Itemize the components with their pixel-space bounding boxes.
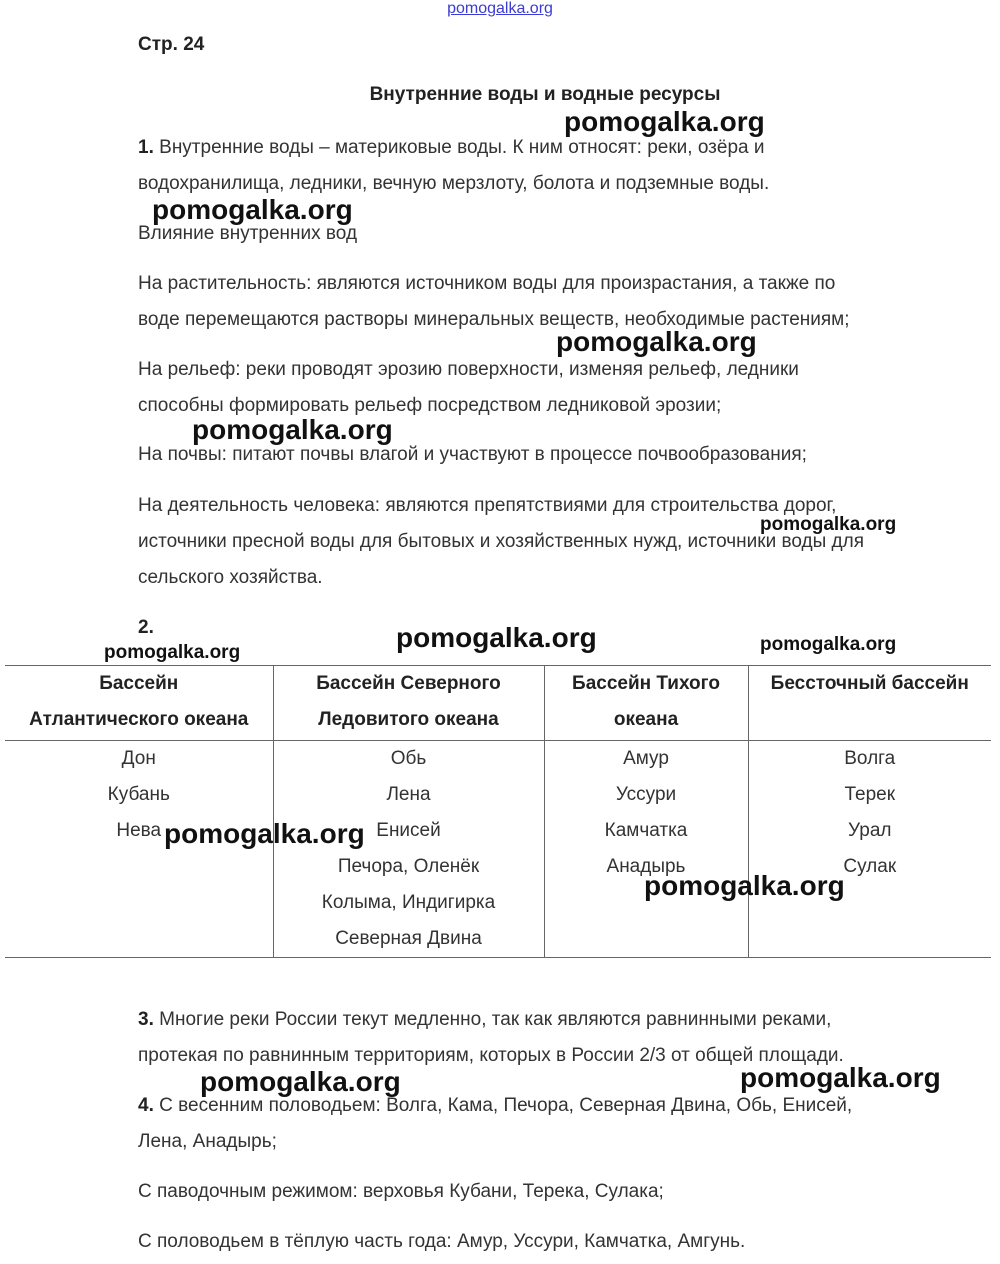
river-item: Колыма, Индигирка — [321, 892, 496, 913]
river-item: Сулак — [843, 856, 897, 877]
q1-line-2: водохранилища, ледники, вечную мерзлоту, болота и подземные воды. — [138, 173, 770, 194]
watermark: pomogalka.org — [556, 326, 757, 357]
page-number: Стр. 24 — [138, 34, 205, 55]
watermark: pomogalka.org — [740, 1062, 941, 1093]
river-item: Камчатка — [604, 820, 688, 841]
river-item: Терек — [844, 784, 896, 805]
q3-line-2: протекая по равнинным территориям, которых в России 2/3 от общей площади. — [138, 1045, 844, 1066]
rivers-pacific — [544, 741, 748, 958]
q2-number: 2. — [138, 617, 154, 638]
soils-line: На почвы: питают почвы влагой и участвуют в процессе почвообразования; — [138, 444, 807, 465]
watermark: pomogalka.org — [200, 1066, 401, 1097]
q3-line-1: 3. Многие реки России текут медленно, так как являются равнинными реками, — [138, 1009, 832, 1030]
river-basins-table — [5, 665, 991, 958]
river-item: Северная Двина — [335, 928, 482, 949]
watermark: pomogalka.org — [152, 194, 353, 225]
q1-number: 1. — [138, 137, 154, 158]
influence-heading: Влияние внутренних вод — [138, 223, 358, 244]
river-item: Волга — [844, 748, 896, 769]
header-atlantic: Бассейн Атлантического океана — [29, 673, 249, 730]
table-header-row — [5, 666, 991, 741]
relief-line-1: На рельеф: реки проводят эрозию поверхности, изменяя рельеф, ледники — [138, 359, 799, 380]
river-item: Печора, Оленёк — [337, 856, 480, 877]
river-item: Дон — [121, 748, 156, 769]
table-row — [5, 741, 991, 958]
watermark: pomogalka.org — [760, 514, 897, 535]
header-pacific: Бассейн Тихого океана — [544, 666, 748, 741]
river-item: Кубань — [107, 784, 170, 805]
q4-number: 4. — [138, 1095, 154, 1116]
q4-line-1: 4. С весенним половодьем: Волга, Кама, Печора, Северная Двина, Обь, Енисей, — [138, 1095, 853, 1116]
river-item: Уссури — [615, 784, 677, 805]
watermark: pomogalka.org — [760, 634, 897, 655]
q1-line-1: 1. Внутренние воды – материковые воды. К ним относят: реки, озёра и — [138, 137, 765, 158]
warm-season-line: С половодьем в тёплую часть года: Амур, Уссури, Камчатка, Амгунь. — [138, 1231, 746, 1252]
river-item: Лена — [386, 784, 431, 805]
watermark: pomogalka.org — [644, 870, 845, 901]
watermark: pomogalka.org — [192, 414, 393, 445]
river-item: Обь — [390, 748, 427, 769]
page-title: Внутренние воды и водные ресурсы — [369, 84, 721, 105]
river-item: Урал — [848, 820, 892, 841]
watermark: pomogalka.org — [396, 622, 597, 653]
river-item: Анадырь — [606, 856, 686, 877]
human-line-3: сельского хозяйства. — [138, 567, 323, 588]
watermark: pomogalka.org — [564, 106, 765, 137]
watermark: pomogalka.org — [104, 642, 241, 663]
q4-line-2: Лена, Анадырь; — [138, 1131, 277, 1152]
flood-regime-line: С паводочным режимом: верховья Кубани, Терека, Сулака; — [138, 1181, 664, 1202]
site-link[interactable]: pomogalka.org — [447, 0, 553, 17]
human-line-1: На деятельность человека: являются препятствиями для строительства дорог, — [138, 495, 837, 516]
human-line-2: источники пресной воды для бытовых и хозяйственных нужд, источники воды для — [138, 531, 864, 552]
river-item: Амур — [623, 748, 669, 769]
header-endorheic: Бессточный бассейн — [748, 666, 991, 741]
vegetation-line-1: На растительность: являются источником воды для произрастания, а также по — [138, 273, 836, 294]
relief-line-2: способны формировать рельеф посредством ледниковой эрозии; — [138, 395, 722, 416]
rivers-endorheic — [748, 741, 991, 958]
header-arctic: Бассейн Северного Ледовитого океана — [273, 666, 544, 741]
river-item: Енисей — [376, 820, 441, 841]
river-item: Нева — [116, 820, 162, 841]
watermark: pomogalka.org — [164, 818, 365, 849]
q3-number: 3. — [138, 1009, 154, 1030]
vegetation-line-2: воде перемещаются растворы минеральных веществ, необходимые растениям; — [138, 309, 850, 330]
